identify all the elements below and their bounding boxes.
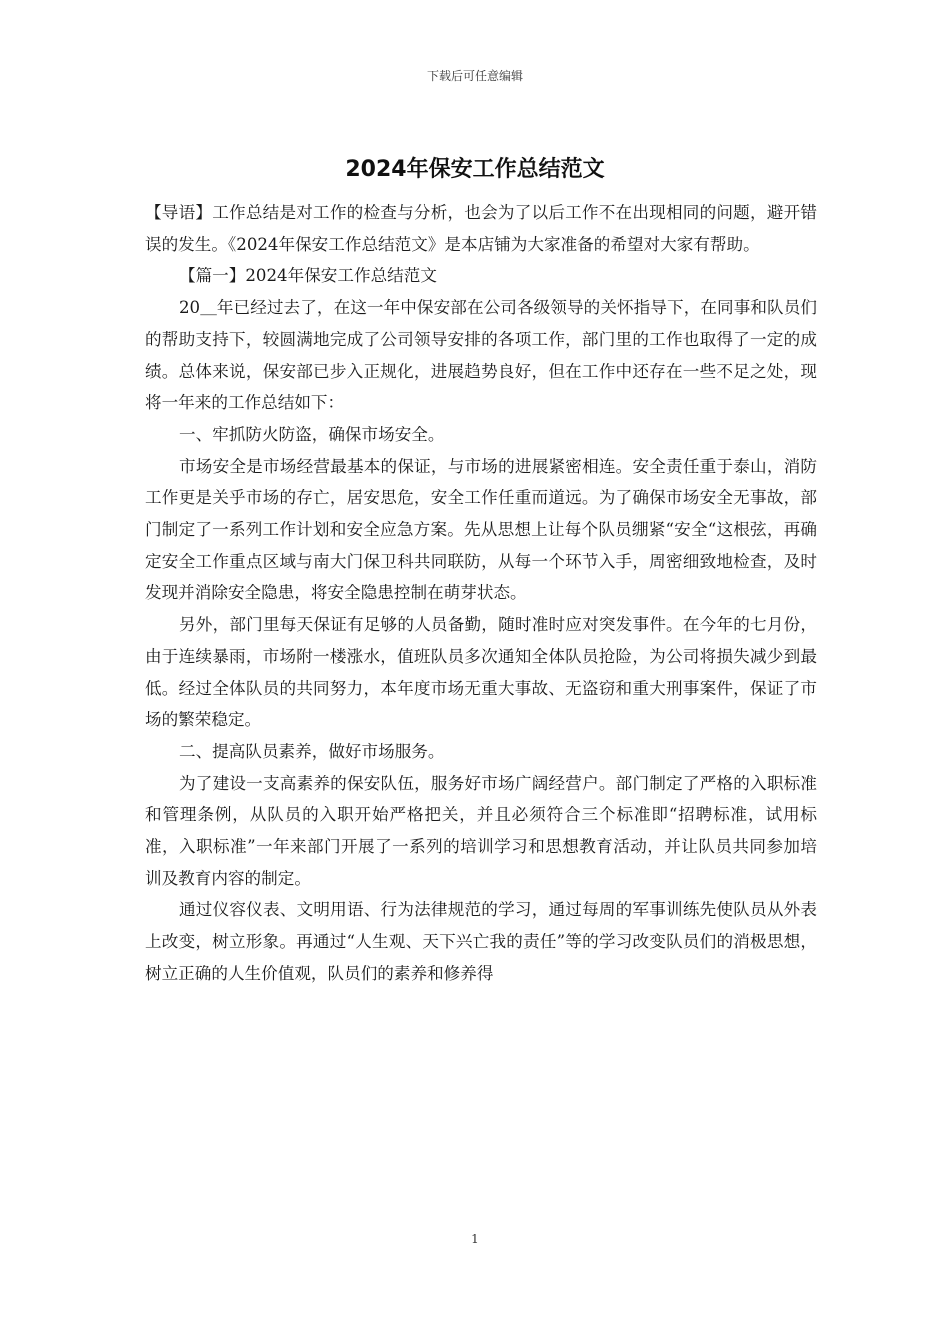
body-paragraph: 另外，部门里每天保证有足够的人员备勤，随时准时应对突发事件。在今年的七月份，由于连续暴雨，市场附一楼涨水，值班队员多次通知全体队员抢险，为公司将损失减少到最低。经过全体队员的共同努力，本年度市场无重大事故、无盗窃和重大刑事案件，保证了市场的繁荣稳定。 <box>145 615 817 730</box>
section-heading-one: 一、牢抓防火防盗，确保市场安全。 <box>179 424 445 444</box>
body-paragraph: 通过仪容仪表、文明用语、行为法律规范的学习，通过每周的军事训练先使队员从外表上改变，树立形象。再通过“人生观、天下兴亡我的责任”等的学习改变队员们的消极思想，树立正确的人生价值观，队员们的素养和修养得 <box>145 900 817 983</box>
section-heading-two: 二、提高队员素养，做好市场服务。 <box>179 741 445 761</box>
body-paragraph: 20＿年已经过去了，在这一年中保安部在公司各级领导的关怀指导下，在同事和队员们的帮助支持下，较圆满地完成了公司领导安排的各项工作，部门里的工作也取得了一定的成绩。总体来说，保安部已步入正规化，进展趋势良好，但在工作中还存在一些不足之处，现将一年来的工作总结如下： <box>145 298 817 413</box>
body-paragraph: 为了建设一支高素养的保安队伍，服务好市场广阔经营户。部门制定了严格的入职标准和管理条例，从队员的入职开始严格把关，并且必须符合三个标准即“招聘标准，试用标准，入职标准”一年来部门开展了一系列的培训学习和思想教育活动，并让队员共同参加培训及教育内容的制定。 <box>145 773 817 888</box>
intro-paragraph: 【导语】工作总结是对工作的检查与分析，也会为了以后工作不在出现相同的问题，避开错误的发生。《2024年保安工作总结范文》是本店铺为大家准备的希望对大家有帮助。 <box>145 203 817 254</box>
document-title: 2024年保安工作总结范文 <box>345 157 605 182</box>
document-body <box>145 197 817 990</box>
section-heading-part-one: 【篇一】2024年保安工作总结范文 <box>179 266 437 286</box>
page-number: 1 <box>471 1232 479 1246</box>
header-note: 下载后可任意编辑 <box>426 69 523 83</box>
body-paragraph: 市场安全是市场经营最基本的保证，与市场的进展紧密相连。安全责任重于泰山，消防工作更是关乎市场的存亡，居安思危，安全工作任重而道远。为了确保市场安全无事故，部门制定了一系列工作计划和安全应急方案。先从思想上让每个队员绷紧“安全“这根弦，再确定安全工作重点区域与南大门保卫科共同联防，从每一个环节入手，周密细致地检查，及时发现并消除安全隐患，将安全隐患控制在萌芽状态。 <box>145 456 817 603</box>
